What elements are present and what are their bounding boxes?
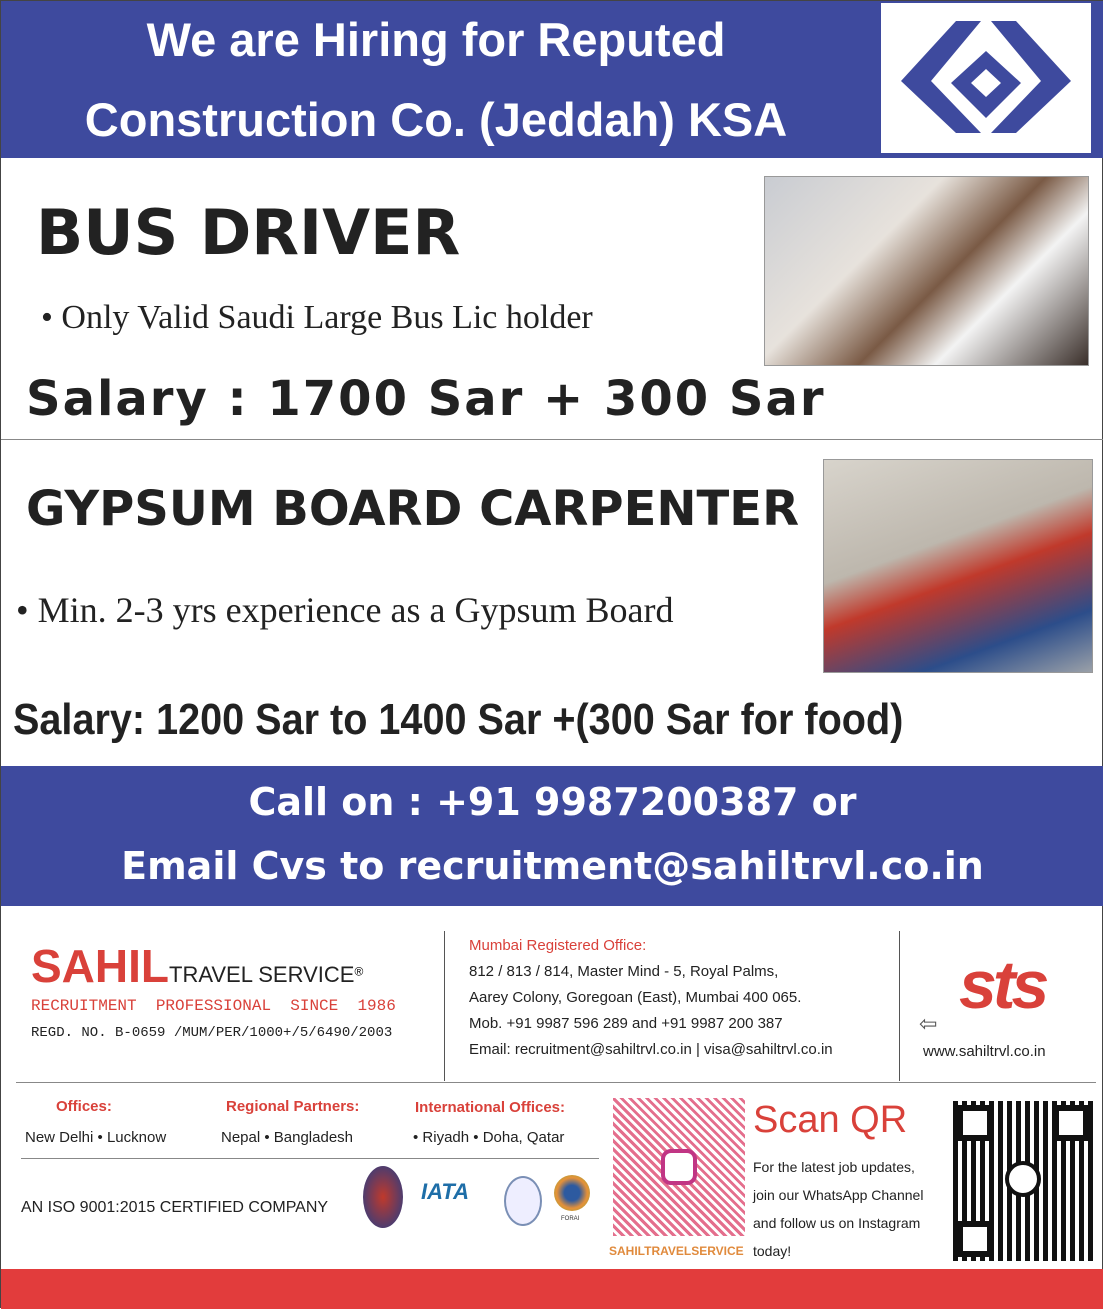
website-link[interactable]: www.sahiltrvl.co.in bbox=[923, 1043, 1046, 1060]
footer-red-bar bbox=[1, 1269, 1103, 1309]
divider bbox=[899, 931, 900, 1081]
call-number[interactable]: Call on : +91 9987200387 or bbox=[248, 780, 857, 824]
forai-emblem-icon bbox=[554, 1175, 590, 1211]
scan-qr-heading: Scan QR bbox=[753, 1099, 908, 1141]
contact-band bbox=[1, 766, 1103, 906]
sts-logo: sts bbox=[959, 947, 1046, 1023]
instagram-icon bbox=[661, 1149, 697, 1185]
company-diamond-logo-icon bbox=[881, 3, 1091, 153]
registration-number: REGD. NO. B-0659 /MUM/PER/1000+/5/6490/2003 bbox=[31, 1025, 393, 1041]
social-text: and follow us on Instagram bbox=[753, 1215, 921, 1231]
offices-value: New Delhi • Lucknow bbox=[25, 1129, 167, 1146]
international-value: • Riyadh • Doha, Qatar bbox=[413, 1129, 565, 1146]
job-salary: Salary: 1200 Sar to 1400 Sar +(300 Sar for food) bbox=[13, 695, 904, 744]
international-heading: International Offices: bbox=[415, 1099, 566, 1116]
india-emblem-icon bbox=[504, 1176, 542, 1226]
social-text: today! bbox=[753, 1243, 792, 1259]
brand-name: SAHIL bbox=[31, 940, 169, 992]
brand-subname: TRAVEL SERVICE bbox=[169, 962, 355, 987]
iata-logo: IATA bbox=[421, 1179, 470, 1204]
qr-finder bbox=[957, 1221, 993, 1257]
address-line1: 812 / 813 / 814, Master Mind - 5, Royal Palms, bbox=[469, 963, 779, 980]
divider bbox=[21, 1158, 599, 1159]
email-cvs[interactable]: Email Cvs to recruitment@sahiltrvl.co.in bbox=[121, 844, 984, 888]
instagram-handle: SAHILTRAVELSERVICE bbox=[609, 1244, 744, 1258]
forai-label: FORAI bbox=[561, 1216, 580, 1222]
social-text: join our WhatsApp Channel bbox=[753, 1187, 924, 1203]
whatsapp-icon bbox=[1005, 1161, 1041, 1197]
divider bbox=[16, 1082, 1096, 1083]
qr-finder bbox=[1053, 1105, 1089, 1141]
mobile-numbers: Mob. +91 9987 596 289 and +91 9987 200 387 bbox=[469, 1015, 783, 1032]
association-emblem-icon bbox=[363, 1166, 403, 1228]
bus-driver-photo bbox=[764, 176, 1089, 366]
sahil-logo bbox=[31, 939, 363, 993]
arrow-left-icon: ⇦ bbox=[919, 1011, 938, 1036]
offices-heading: Offices: bbox=[56, 1098, 112, 1115]
social-text: For the latest job updates, bbox=[753, 1159, 915, 1175]
job-title-bus-driver: BUS DRIVER bbox=[36, 196, 461, 269]
job-title-gypsum-carpenter: GYPSUM BOARD CARPENTER bbox=[26, 481, 800, 537]
address-line2: Aarey Colony, Goregoan (East), Mumbai 400 065. bbox=[469, 989, 802, 1006]
partners-value: Nepal • Bangladesh bbox=[221, 1129, 354, 1146]
job-requirement: • Only Valid Saudi Large Bus Lic holder bbox=[41, 299, 593, 336]
email-addresses[interactable]: Email: recruitment@sahiltrvl.co.in | visa@sahiltrvl.co.in bbox=[469, 1041, 833, 1058]
partners-heading: Regional Partners: bbox=[226, 1098, 360, 1115]
qr-finder bbox=[957, 1105, 993, 1141]
office-heading: Mumbai Registered Office: bbox=[469, 937, 647, 954]
whatsapp-qr-code[interactable] bbox=[953, 1101, 1093, 1261]
headline-line1: We are Hiring for Reputed bbox=[146, 13, 726, 66]
divider bbox=[444, 931, 445, 1081]
gypsum-carpenter-photo bbox=[823, 459, 1093, 673]
header-banner bbox=[1, 1, 1103, 158]
divider bbox=[1, 439, 1103, 440]
job-salary: Salary : 1700 Sar + 300 Sar bbox=[26, 371, 826, 427]
tagline: RECRUITMENT PROFESSIONAL SINCE 1986 bbox=[31, 997, 396, 1015]
iso-certification: AN ISO 9001:2015 CERTIFIED COMPANY bbox=[21, 1199, 329, 1216]
registered-mark: ® bbox=[354, 964, 364, 979]
job-requirement: • Min. 2-3 yrs experience as a Gypsum Board bbox=[16, 590, 674, 630]
headline-line2: Construction Co. (Jeddah) KSA bbox=[84, 93, 788, 146]
